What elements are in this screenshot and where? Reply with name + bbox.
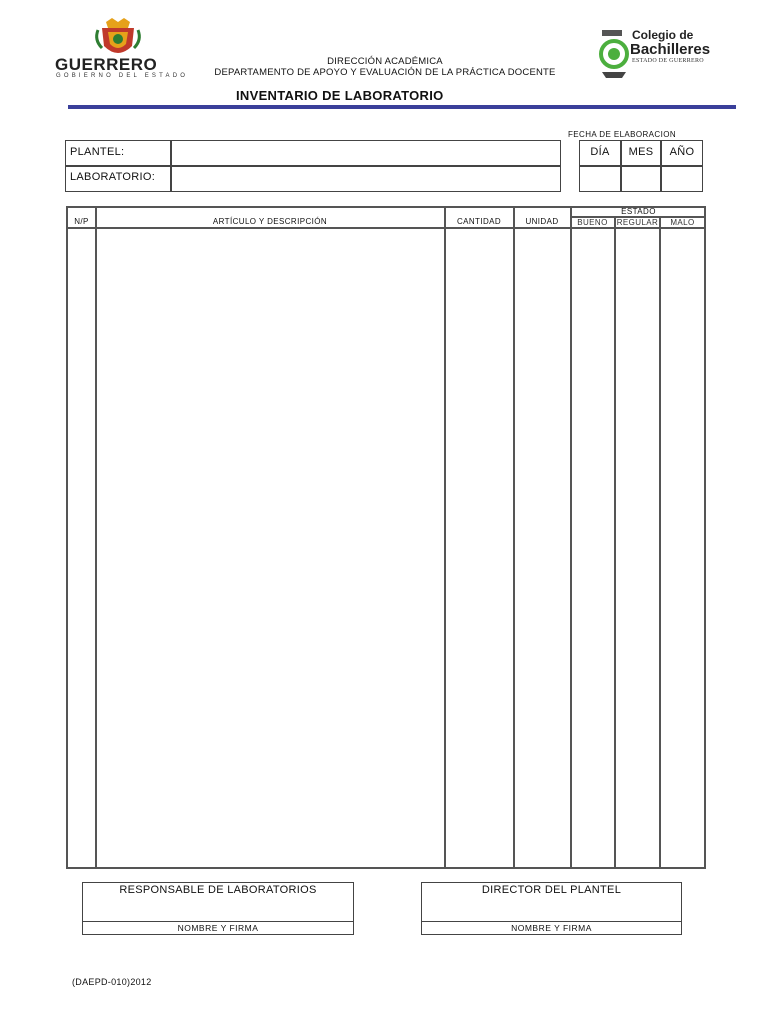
col-cantidad: CANTIDAD (456, 217, 502, 226)
col-np: N/P (74, 217, 89, 226)
guerrero-logo-subtext: GOBIERNO DEL ESTADO (56, 73, 189, 79)
direccion-academica: DIRECCIÓN ACADÉMICA (327, 56, 443, 67)
director-foot: NOMBRE Y FIRMA (422, 921, 681, 934)
mes-field[interactable] (621, 166, 661, 191)
plantel-box (65, 140, 561, 192)
director-signature-box (421, 882, 682, 935)
dia-label: DÍA (590, 146, 610, 158)
col-estado-malo: MALO (670, 218, 695, 227)
col-estado-bueno: BUENO (577, 218, 608, 227)
bachilleres-logo-line1: Colegio de (632, 28, 694, 42)
bachilleres-emblem-logo (598, 28, 630, 80)
responsable-signature-box (82, 882, 354, 935)
col-articulo: ARTÍCULO Y DESCRIPCIÓN (212, 217, 328, 226)
fecha-label: FECHA DE ELABORACION (568, 130, 677, 139)
inventory-table (66, 206, 706, 869)
col-estado: ESTADO (621, 207, 656, 216)
responsable-foot: NOMBRE Y FIRMA (83, 921, 353, 934)
plantel-field[interactable] (174, 141, 558, 165)
director-signature-field[interactable] (422, 899, 681, 921)
departamento-line: DEPARTAMENTO DE APOYO Y EVALUACIÓN DE LA PRÁCTICA DOCENTE (214, 67, 556, 78)
plantel-label: PLANTEL: (70, 146, 125, 158)
table-body[interactable] (68, 229, 704, 867)
laboratorio-label: LABORATORIO: (70, 171, 156, 183)
responsable-signature-field[interactable] (83, 899, 353, 921)
laboratorio-field[interactable] (174, 166, 558, 190)
dia-field[interactable] (580, 166, 620, 191)
bachilleres-logo-line3: ESTADO DE GUERRERO (632, 58, 704, 64)
page-title: INVENTARIO DE LABORATORIO (236, 88, 444, 103)
guerrero-coat-of-arms-logo (92, 16, 144, 60)
anio-label: AÑO (669, 146, 695, 158)
col-estado-regular: REGULAR (616, 218, 659, 227)
responsable-title: RESPONSABLE DE LABORATORIOS (119, 884, 317, 896)
director-title: DIRECTOR DEL PLANTEL (481, 884, 622, 896)
bachilleres-logo-line2: Bachilleres (630, 41, 711, 58)
guerrero-logo-text: GUERRERO (55, 55, 158, 74)
mes-label: MES (628, 146, 654, 158)
form-code: (DAEPD-010)2012 (72, 977, 152, 987)
col-unidad: UNIDAD (525, 217, 559, 226)
fecha-box (579, 140, 703, 192)
anio-field[interactable] (662, 166, 702, 191)
header-rule (68, 105, 736, 109)
